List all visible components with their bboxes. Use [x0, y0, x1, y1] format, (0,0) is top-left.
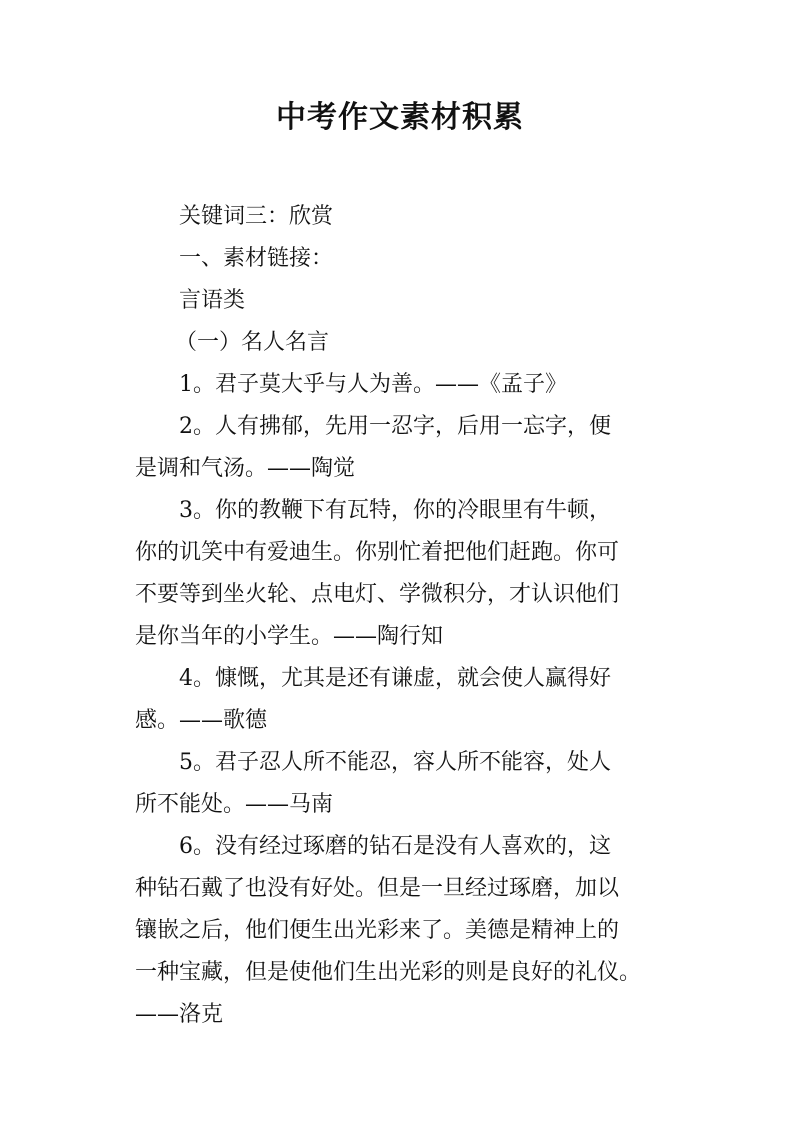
- document-body: [135, 196, 695, 1036]
- quote-3-line-3: 不要等到坐火轮、点电灯、学微积分，才认识他们: [135, 582, 620, 607]
- quote-4-line-2: 感。——歌德: [135, 708, 268, 733]
- subsection-heading: （一）名人名言: [175, 330, 330, 355]
- quote-6-line-5: ——洛克: [135, 1002, 224, 1027]
- quote-6-line-1: 6。没有经过琢磨的钻石是没有人喜欢的，这: [179, 834, 611, 859]
- quote-3-line-1: 3。你的教鞭下有瓦特，你的冷眼里有牛顿，: [179, 498, 611, 523]
- quote-6-line-2: 种钻石戴了也没有好处。但是一旦经过琢磨，加以: [135, 876, 620, 901]
- quote-1-line-1: 1。君子莫大乎与人为善。——《孟子》: [179, 372, 567, 397]
- quote-5-line-1: 5。君子忍人所不能忍，容人所不能容，处人: [179, 750, 611, 775]
- quote-2-line-2: 是调和气汤。——陶觉: [135, 456, 356, 481]
- page-title: 中考作文素材积累: [276, 100, 524, 135]
- keyword-heading: 关键词三：欣赏: [179, 204, 334, 229]
- quote-3-line-2: 你的讥笑中有爱迪生。你别忙着把他们赶跑。你可: [135, 540, 620, 565]
- quote-5-line-2: 所不能处。——马南: [135, 792, 334, 817]
- section-heading: 一、素材链接：: [179, 246, 334, 271]
- quote-4-line-1: 4。慷慨，尤其是还有谦虚，就会使人赢得好: [179, 666, 611, 691]
- quote-2-line-1: 2。人有拂郁，先用一忍字，后用一忘字，便: [179, 414, 611, 439]
- category-heading: 言语类: [179, 288, 246, 313]
- quote-6-line-3: 镶嵌之后，他们便生出光彩来了。美德是精神上的: [135, 918, 620, 943]
- quote-6-line-4: 一种宝藏，但是使他们生出光彩的则是良好的礼仪。: [135, 960, 642, 985]
- quote-3-line-4: 是你当年的小学生。——陶行知: [135, 624, 444, 649]
